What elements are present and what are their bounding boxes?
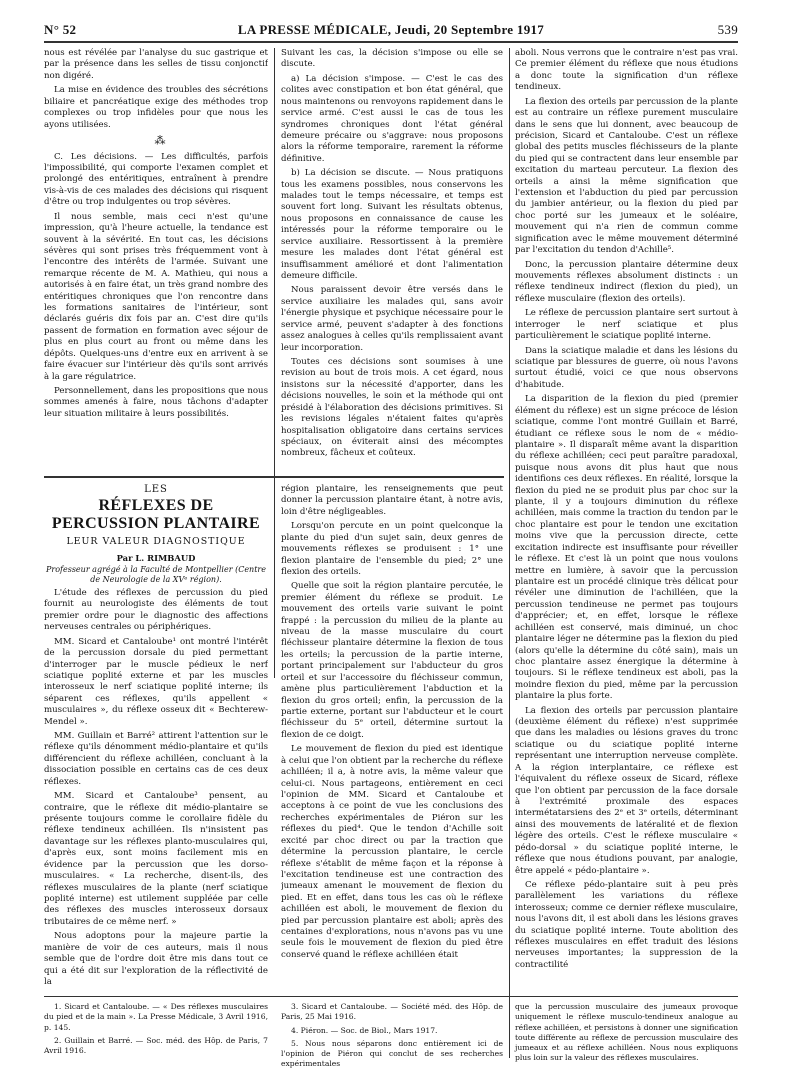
article-subtitle: LEUR VALEUR DIAGNOSTIQUE xyxy=(66,536,246,547)
paragraph: La flexion des orteils par percussion plantaire (deuxième élément du réflexe) n'est supprimée que dans les maladies ou lésions graves du tronc sciatique ou du sciatique poplité interne représentant une interruption nerveuse complète. A la région interplantaire, ce réflexe est l'équivalent du réflexe osseux de Sicard, réflexe que l'on obtient par percussion de la face dorsale à l'extrémité proximale des espaces intermétatarsiens des 2ᵉ et 3ᵉ orteils, déterminant ainsi des mouvements de latéralité et de flexion légère des orteils. C'est le réflexe musculaire « pédo-dorsal » du sciatique poplité interne, le réflexe que nous étudions pouvant, par analogie, être appelé « pédo-plantaire ». xyxy=(515,705,738,876)
page-number: 539 xyxy=(717,22,738,37)
article-title: RÉFLEXES DE PERCUSSION PLANTAIRE xyxy=(51,497,261,532)
footnote: 5. Nous nous séparons donc entièrement ici de l'opinion de Piéron qui conclut de ses recherches expérimentales xyxy=(281,1038,503,1069)
paragraph: Toutes ces décisions sont soumises à une revision au bout de trois mois. A cet égard, nous insistons sur la nécessité d'apporter, dans les décisions nouvelles, le soin et la méthode qui ont présidé à l'élaboration des décisions primitives. Si les revisions légales n'étaient faites qu'après hospitalisation obligatoire dans certains services spéciaux, on éviterait ainsi des mécomptes nombreux, fâcheux et coûteux. xyxy=(281,356,503,459)
column-2-article-body xyxy=(281,484,503,989)
author-affiliation: Professeur agrégé à la Faculté de Montpellier (Centre de Neurologie de la XVᵉ région). xyxy=(46,565,266,584)
paragraph: Lorsqu'on percute en un point quelconque la plante du pied d'un sujet sain, deux genres de mouvements réflexes se produisent : 1° une flexion plantaire de l'ensemble du pied; 2° une flexion des orteils. xyxy=(281,521,503,577)
paragraph: b) La décision se discute. — Nous pratiquons tous les examens possibles, nous conservons les malades tout le temps nécessaire, et temps est souvent fort long. Suivant les résultats obtenus, nous proposons en connaissance de cause les intéressés pour la réforme temporaire ou le service auxiliaire. Ressortissent à la première mesure les malades dont l'état général est insuffisamment amélioré et dont l'alimentation demeure difficile. xyxy=(281,168,503,282)
paragraph: Personnellement, dans les propositions que nous sommes amenés à faire, nous tâchons d'adapter leur situation militaire à leurs possibilités. xyxy=(44,386,268,419)
paragraph: La mise en évidence des troubles des sécrétions biliaire et pancréatique exige des méthodes trop complexes ou trop infidèles pour que nous les ayons utilisées. xyxy=(44,85,268,130)
paragraph: La flexion des orteils par percussion de la plante est au contraire un réflexe purement musculaire dans le sens que lui donnent, avec beaucoup de précision, Sicard et Cantaloube. C'est un réflexe global des petits muscles fléchisseurs de la plante du pied qui se contractent dans leur ensemble par excitation du marteau percuteur. La flexion des orteils a ainsi la même signification que l'extension et l'abduction du pied par percussion du jambier antérieur, ou la flexion du pied par choc porté sur les jumeaux et le soléaire, mouvement qui n'a rien de commun comme signification avec le même mouvement déterminé par l'excitation du tendon d'Achille⁵. xyxy=(515,96,738,256)
paragraph: région plantaire, les renseignements que peut donner la percussion plantaire étant, à notre avis, loin d'être négligeables. xyxy=(281,484,503,517)
article-author: Par L. RIMBAUD xyxy=(116,553,196,563)
paragraph: a) La décision s'impose. — C'est le cas des colites avec constipation et bon état général, que nous maintenons ou renvoyons rapidement dans le service armé. C'est aussi le cas de tous les syndromes chroniques dont l'état général demeure précaire ou s'aggrave: nous proposons alors la réforme temporaire, rarement la réforme définitive. xyxy=(281,73,503,164)
header-rule xyxy=(44,41,738,43)
article-heading xyxy=(44,484,268,585)
paragraph: Il nous semble, mais ceci n'est qu'une impression, qu'à l'heure actuelle, la tendance est souvent à la sévérité. En tout cas, les décisions sévères qui sont prises très fréquemment vont à l'encontre des intérêts de l'armée. Suivant une remarque récente de M. A. Mathieu, qui nous a autorisés à en faire état, un très grand nombre des entéritiques chroniques que l'on rencontre dans les formations sanitaires de l'intérieur, sont déclarés guéris dix fois par an. C'est dire qu'ils passent de formation en formation avec séjour de plus en plus court au front ou même dans les dépôts. Quelques-uns d'entre eux en arrivent à se faire évacuer sur l'intérieur dès qu'ils sont arrivés à la gare régulatrice. xyxy=(44,211,268,382)
column-1-article-body xyxy=(44,588,268,988)
paragraph: Nous paraissent devoir être versés dans le service auxiliaire les malades qui, sans avoir l'énergie physique et psychique nécessaire pour le service armé, peuvent s'adapter à des fonctions assez analogues à celles qu'ils remplissaient avant leur incorporation. xyxy=(281,285,503,353)
paragraph: Dans la sciatique maladie et dans les lésions du sciatique par blessures de guerre, où nous l'avons surtout étudié, voici ce que nous observons d'habitude. xyxy=(515,345,738,390)
footnotes-right xyxy=(515,1002,738,1067)
paragraph: Quelle que soit la région plantaire percutée, le premier élément du réflexe se produit. Le mouvement des orteils varie suivant le point frappé : la percussion du milieu de la plante au niveau de la masse musculaire du court fléchisseur plantaire détermine la flexion de tous les orteils; la percussion de la partie interne, portant principalement sur l'abducteur du gros orteil et sur l'accessoire du fléchisseur commun, amène plus particulièrement l'abduction et la flexion du gros orteil; enfin, la percussion de la partie externe, portant sur l'abducteur et le court fléchisseur du 5ᵉ orteil, détermine surtout la flexion de ce doigt. xyxy=(281,581,503,740)
paragraph: La disparition de la flexion du pied (premier élément du réflexe) est un signe précoce de lésion sciatique, comme l'ont montré Guillain et Barré, étudiant ce réflexe sous le nom de « médio-plantaire ». Il disparaît même avant la disparition du réflexe achilléen; ceci peut paraître paradoxal, puisque nous avons dit plus haut que nous identifions ces deux réflexes. En réalité, lorsque la flexion du pied ne se produit plus par choc sur la plante, il y a toujours diminution du réflexe achilléen, mais comme la traction du tendon par le choc plantaire est pour le tendon une excitation moins vive que la percussion directe, cette excitation indirecte est insuffisante pour réveiller le réflexe. Et c'est là un point que nous voulons mettre en lumière, à savoir que la percussion plantaire est un procédé clinique très délicat pour révéler une diminution de l'achilléen, que la percussion tendineuse ne permet pas toujours d'apprécier; et, en effet, lorsque le réflexe achilléen est conservé, mais diminué, un choc plantaire léger ne détermine pas la flexion du pied (alors qu'elle la détermine du côté sain), mais un choc plantaire assez énergique la détermine à toujours. Si le réflexe tendineux est aboli, pas la moindre flexion du pied, même par la percussion plantaire la plus forte. xyxy=(515,394,738,702)
column-1-previous-article xyxy=(44,48,268,468)
footnote: 3. Sicard et Cantaloube. — Société méd. des Hôp. de Paris, 25 Mai 1916. xyxy=(281,1002,503,1022)
paragraph: Suivant les cas, la décision s'impose ou elle se discute. xyxy=(281,48,503,70)
footnote-rule xyxy=(44,996,738,997)
paragraph: MM. Sicard et Cantaloube¹ ont montré l'intérêt de la percussion dorsale du pied permettant d'interroger par le muscle pédieux le nerf sciatique poplité externe et par les muscles interosseux le nerf sciatique poplité interne; ils séparent ces réflexes, qu'ils appellent « musculaires », du réflexe osseux dit « Bechterew-Mendel ». xyxy=(44,636,268,727)
paragraph: MM. Guillain et Barré² attirent l'attention sur le réflexe qu'ils dénomment médio-plantaire et qu'ils différencient du réflexe achilléen, concluant à la dissociation possible en certains cas de ces deux réflexes. xyxy=(44,731,268,787)
paragraph: L'étude des réflexes de percussion du pied fournit au neurologiste des éléments de tout premier ordre pour le diagnostic des affections nerveuses centrales ou périphériques. xyxy=(44,588,268,633)
paragraph: Le réflexe de percussion plantaire sert surtout à interroger le nerf sciatique et plus particulièrement le sciatique poplité interne. xyxy=(515,308,738,342)
footnote: 2. Guillain et Barré. — Soc. méd. des Hôp. de Paris, 7 Avril 1916. xyxy=(44,1035,268,1055)
article-separator-rule xyxy=(44,476,504,478)
column-2-previous-article xyxy=(281,48,503,473)
issue-number: N° 52 xyxy=(44,22,77,37)
section-separator: ⁂ xyxy=(154,133,168,147)
paragraph: Donc, la percussion plantaire détermine deux mouvements réflexes absolument distincts : un réflexe tendineux indirect (flexion du pied), un réflexe musculaire (flexion des orteils). xyxy=(515,259,738,304)
page-header xyxy=(44,22,738,38)
paragraph: Le mouvement de flexion du pied est identique à celui que l'on obtient par la recherche du réflexe achilléen; il a, à notre avis, la même valeur que celui-ci. Nous partageons, entièrement en ceci l'opinion de MM. Sicard et Cantaloube et acceptons à ce point de vue les conclusions des recherches expérimentales de Piéron sur les réflexes du pied⁴. Que le tendon d'Achille soit excité par choc direct ou par la traction que détermine la percussion plantaire, le cercle réflexe s'établit de même façon et la réponse à l'excitation tendineuse est une contraction des jumeaux amenant le mouvement de flexion du pied. Et en effet, dans tous les cas où le réflexe achilléen est aboli, le mouvement de flexion du pied par percussion plantaire est aboli; après des centaines d'explorations, nous n'avons pas vu une seule fois le mouvement de flexion du pied être conservé quand le réflexe achilléen était xyxy=(281,744,503,960)
footnotes-left xyxy=(44,1002,268,1059)
footnote: que la percussion musculaire des jumeaux provoque uniquement le réflexe musculo-tendineux analogue au réflexe achilléen, et persistons à donner une signification toute différente au réflexe de percussion musculaire des jumeaux et au réflexe achilléen. Nous nous expliquons plus loin sur la valeur des réflexes musculaires. xyxy=(515,1002,738,1063)
column-rule xyxy=(509,48,510,1058)
paragraph: Ce réflexe pédo-plantaire suit à peu près parallèlement les variations du réflexe interosseux; comme ce dernier réflexe musculaire, nous l'avons dit, il est aboli dans les lésions graves du sciatique poplité interne. Toute abolition des réflexes musculaires en effet traduit des lésions nerveuses importantes; la suppression de la contractilité xyxy=(515,879,738,970)
paragraph: MM. Sicard et Cantaloube³ pensent, au contraire, que le réflexe dit médio-plantaire se présente toujours comme le corollaire fidèle du réflexe tendineux achilléen. Ils n'insistent pas davantage sur les réflexes planto-musculaires qui, d'après eux, sont moins facilement mis en évidence par la percussion que les dorso-musculaires. « La recherche, disent-ils, des réflexes musculaires de la plante (nerf sciatique poplité interne) est utilement suppléée par celle des réflexes des muscles interosseux dorsaux tributaires de ce même nerf. » xyxy=(44,791,268,927)
paragraph: C. Les décisions. — Les difficultés, parfois l'impossibilité, qui comporte l'examen complet et prolongé des entéritiques, entraînent à prendre vis-à-vis de ces malades des décisions qui risquent d'être ou trop indulgentes ou trop sévères. xyxy=(44,151,268,208)
paragraph: aboli. Nous verrons que le contraire n'est pas vrai. Ce premier élément du réflexe que nous étudions a donc toute la signification d'un réflexe tendineux. xyxy=(515,48,738,93)
paragraph: nous est révélée par l'analyse du suc gastrique et par la présence dans les selles de tissu conjonctif non digéré. xyxy=(44,48,268,81)
footnotes-middle xyxy=(281,1002,503,1073)
footnote: 4. Piéron. — Soc. de Biol., Mars 1917. xyxy=(291,1025,438,1035)
paragraph: Nous adoptons pour la majeure partie la manière de voir de ces auteurs, mais il nous semble que de l'ordre doit être mis dans tout ce qui a été dit sur l'exploration de la réflectivité de la xyxy=(44,931,268,987)
column-rule xyxy=(274,48,275,678)
article-kicker: LES xyxy=(144,484,168,495)
journal-title-date: LA PRESSE MÉDICALE, Jeudi, 20 Septembre 1917 xyxy=(237,22,545,37)
column-3-article-body xyxy=(515,48,738,993)
footnote: 1. Sicard et Cantaloube. — « Des réflexes musculaires du pied et de la main ». La Presse Médicale, 3 Avril 1916, p. 145. xyxy=(44,1002,268,1032)
